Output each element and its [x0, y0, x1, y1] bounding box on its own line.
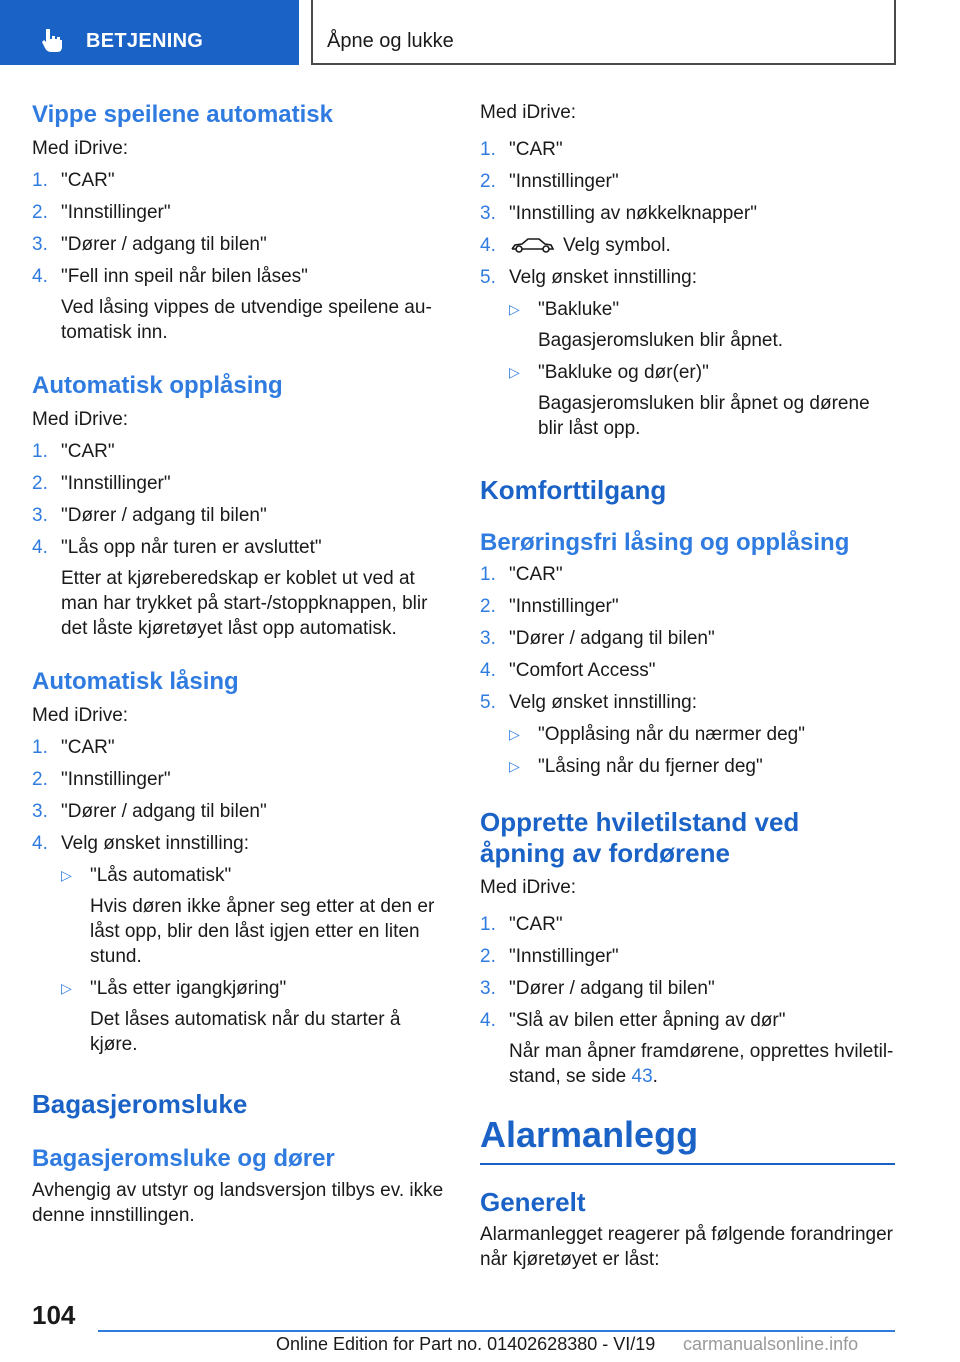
page-reference-link[interactable]: 43: [631, 1066, 653, 1087]
header-chapter-box: [311, 0, 896, 65]
triangle-bullet-icon: ▷: [509, 726, 520, 742]
option-item: ▷ "Opplåsing når du nærmer deg": [509, 724, 805, 745]
body-text: Avhengig av utstyr og landsversjon tilbys ev. ikke denne innstillingen.: [32, 1180, 444, 1226]
option-item: ▷ "Bakluke": [509, 299, 620, 320]
triangle-bullet-icon: ▷: [509, 301, 520, 317]
subheading-beroringsfri: Berøringsfri låsing og opplåsing: [480, 529, 850, 556]
list-item: 2. "Innstillinger": [32, 769, 171, 790]
heading-bagasjeromsluke: Bagasjeromsluke: [32, 1089, 248, 1119]
watermark: carmanualsonline.info: [683, 1334, 859, 1354]
heading-divider: [480, 1163, 895, 1165]
car-outline-icon: [509, 236, 555, 254]
option-note: Det låses automatisk når du starter å kjøre.: [90, 1009, 401, 1055]
heading-opprette-hviletilstand: Opprette hviletilstand ved åpning av fordørene: [480, 807, 800, 868]
triangle-bullet-icon: ▷: [509, 758, 520, 774]
triangle-bullet-icon: ▷: [61, 980, 72, 996]
header-section-tab: [0, 0, 299, 65]
list-item: 4. Velg symbol.: [480, 235, 671, 256]
section-label: BETJENING: [86, 30, 204, 52]
list-item: 3. "Dører / adgang til bilen": [480, 978, 715, 999]
list-item: 1. "CAR": [32, 737, 115, 758]
subheading-generelt: Generelt: [480, 1187, 586, 1217]
step-note: Etter at kjøreberedskap er koblet ut ved at man har trykket på start-/stoppknappen, blir det låste kjøretøyet låst opp automatisk.: [61, 568, 428, 639]
list-item: 3. "Dører / adgang til bilen": [480, 628, 715, 649]
list-item: 2. "Innstillinger": [480, 596, 619, 617]
list-item: 2. "Innstillinger": [480, 171, 619, 192]
left-column: [32, 100, 447, 1228]
list-item: 1. "CAR": [32, 170, 115, 191]
list-item: 3. "Innstilling av nøkkelknapper": [480, 203, 757, 224]
list-item: 4. "Comfort Access": [480, 660, 656, 681]
list-item: 5. Velg ønsket innstilling:: [480, 267, 697, 288]
heading-automatisk-lasing: Automatisk låsing: [32, 668, 239, 695]
option-note: Bagasjeromsluken blir åpnet.: [538, 330, 784, 351]
list-item: 3. "Dører / adgang til bilen": [32, 505, 267, 526]
list-item: 2. "Innstillinger": [480, 946, 619, 967]
hand-pointer-icon: [40, 27, 66, 53]
right-column: [480, 100, 895, 1272]
list-item: 4. "Lås opp når turen er avsluttet": [32, 537, 322, 558]
option-list: [32, 863, 447, 1057]
footer-divider: [98, 1330, 895, 1332]
list-item: 4. "Slå av bilen etter åpning av dør": [480, 1010, 786, 1031]
intro-text: Med iDrive:: [480, 102, 577, 123]
list-item: 1. "CAR": [480, 914, 563, 935]
option-item: ▷ "Lås etter igangkjøring": [61, 978, 287, 999]
triangle-bullet-icon: ▷: [61, 867, 72, 883]
list-item: 3. "Dører / adgang til bilen": [32, 234, 267, 255]
option-list: [480, 297, 895, 441]
list-item: 4. Velg ønsket innstilling:: [32, 833, 249, 854]
body-text: Alarmanlegget reagerer på følgende forandringer når kjøretøyet er låst:: [480, 1224, 893, 1270]
option-item: ▷ "Låsing når du fjerner deg": [509, 756, 763, 777]
list-item: 1. "CAR": [480, 139, 563, 160]
intro-text: Med iDrive:: [480, 877, 577, 898]
option-item: ▷ "Bakluke og dør(er)": [509, 362, 709, 383]
option-note: Hvis døren ikke åpner seg etter at den er låst opp, blir den låst igjen etter en liten stund.: [90, 896, 435, 967]
list-item: 5. Velg ønsket innstilling:: [480, 692, 697, 713]
intro-text: Med iDrive:: [32, 138, 129, 159]
subheading-bagasjeromsluke-og-dorer: Bagasjeromsluke og dører: [32, 1145, 335, 1172]
list-item: 2. "Innstillinger": [32, 202, 171, 223]
heading-automatisk-opplasing: Automatisk opplåsing: [32, 372, 283, 399]
heading-alarmanlegg: Alarmanlegg: [480, 1114, 699, 1155]
triangle-bullet-icon: ▷: [509, 364, 520, 380]
step-note: Når man åpner framdørene, opprettes hviletil-stand, se side 43.: [509, 1041, 894, 1087]
option-item: ▷ "Lås automatisk": [61, 865, 232, 886]
list-item: 3. "Dører / adgang til bilen": [32, 801, 267, 822]
list-item: 1. "CAR": [32, 441, 115, 462]
option-note: Bagasjeromsluken blir åpnet og dørene blir låst opp.: [538, 393, 870, 439]
step-note: Ved låsing vippes de utvendige speilene au-tomatisk inn.: [61, 297, 432, 343]
edition-text: Online Edition for Part no. 01402628380 - VI/19: [276, 1334, 656, 1354]
list-item: 1. "CAR": [480, 564, 563, 585]
chapter-title: Åpne og lukke: [327, 30, 454, 52]
page-number: 104: [32, 1300, 76, 1330]
option-list: [480, 722, 895, 779]
list-item: 4. "Fell inn speil når bilen låses": [32, 266, 308, 287]
intro-text: Med iDrive:: [32, 705, 129, 726]
list-item: 2. "Innstillinger": [32, 473, 171, 494]
heading-komforttilgang: Komforttilgang: [480, 475, 667, 505]
heading-vippe-speilene: Vippe speilene automatisk: [32, 101, 333, 128]
intro-text: Med iDrive:: [32, 409, 129, 430]
